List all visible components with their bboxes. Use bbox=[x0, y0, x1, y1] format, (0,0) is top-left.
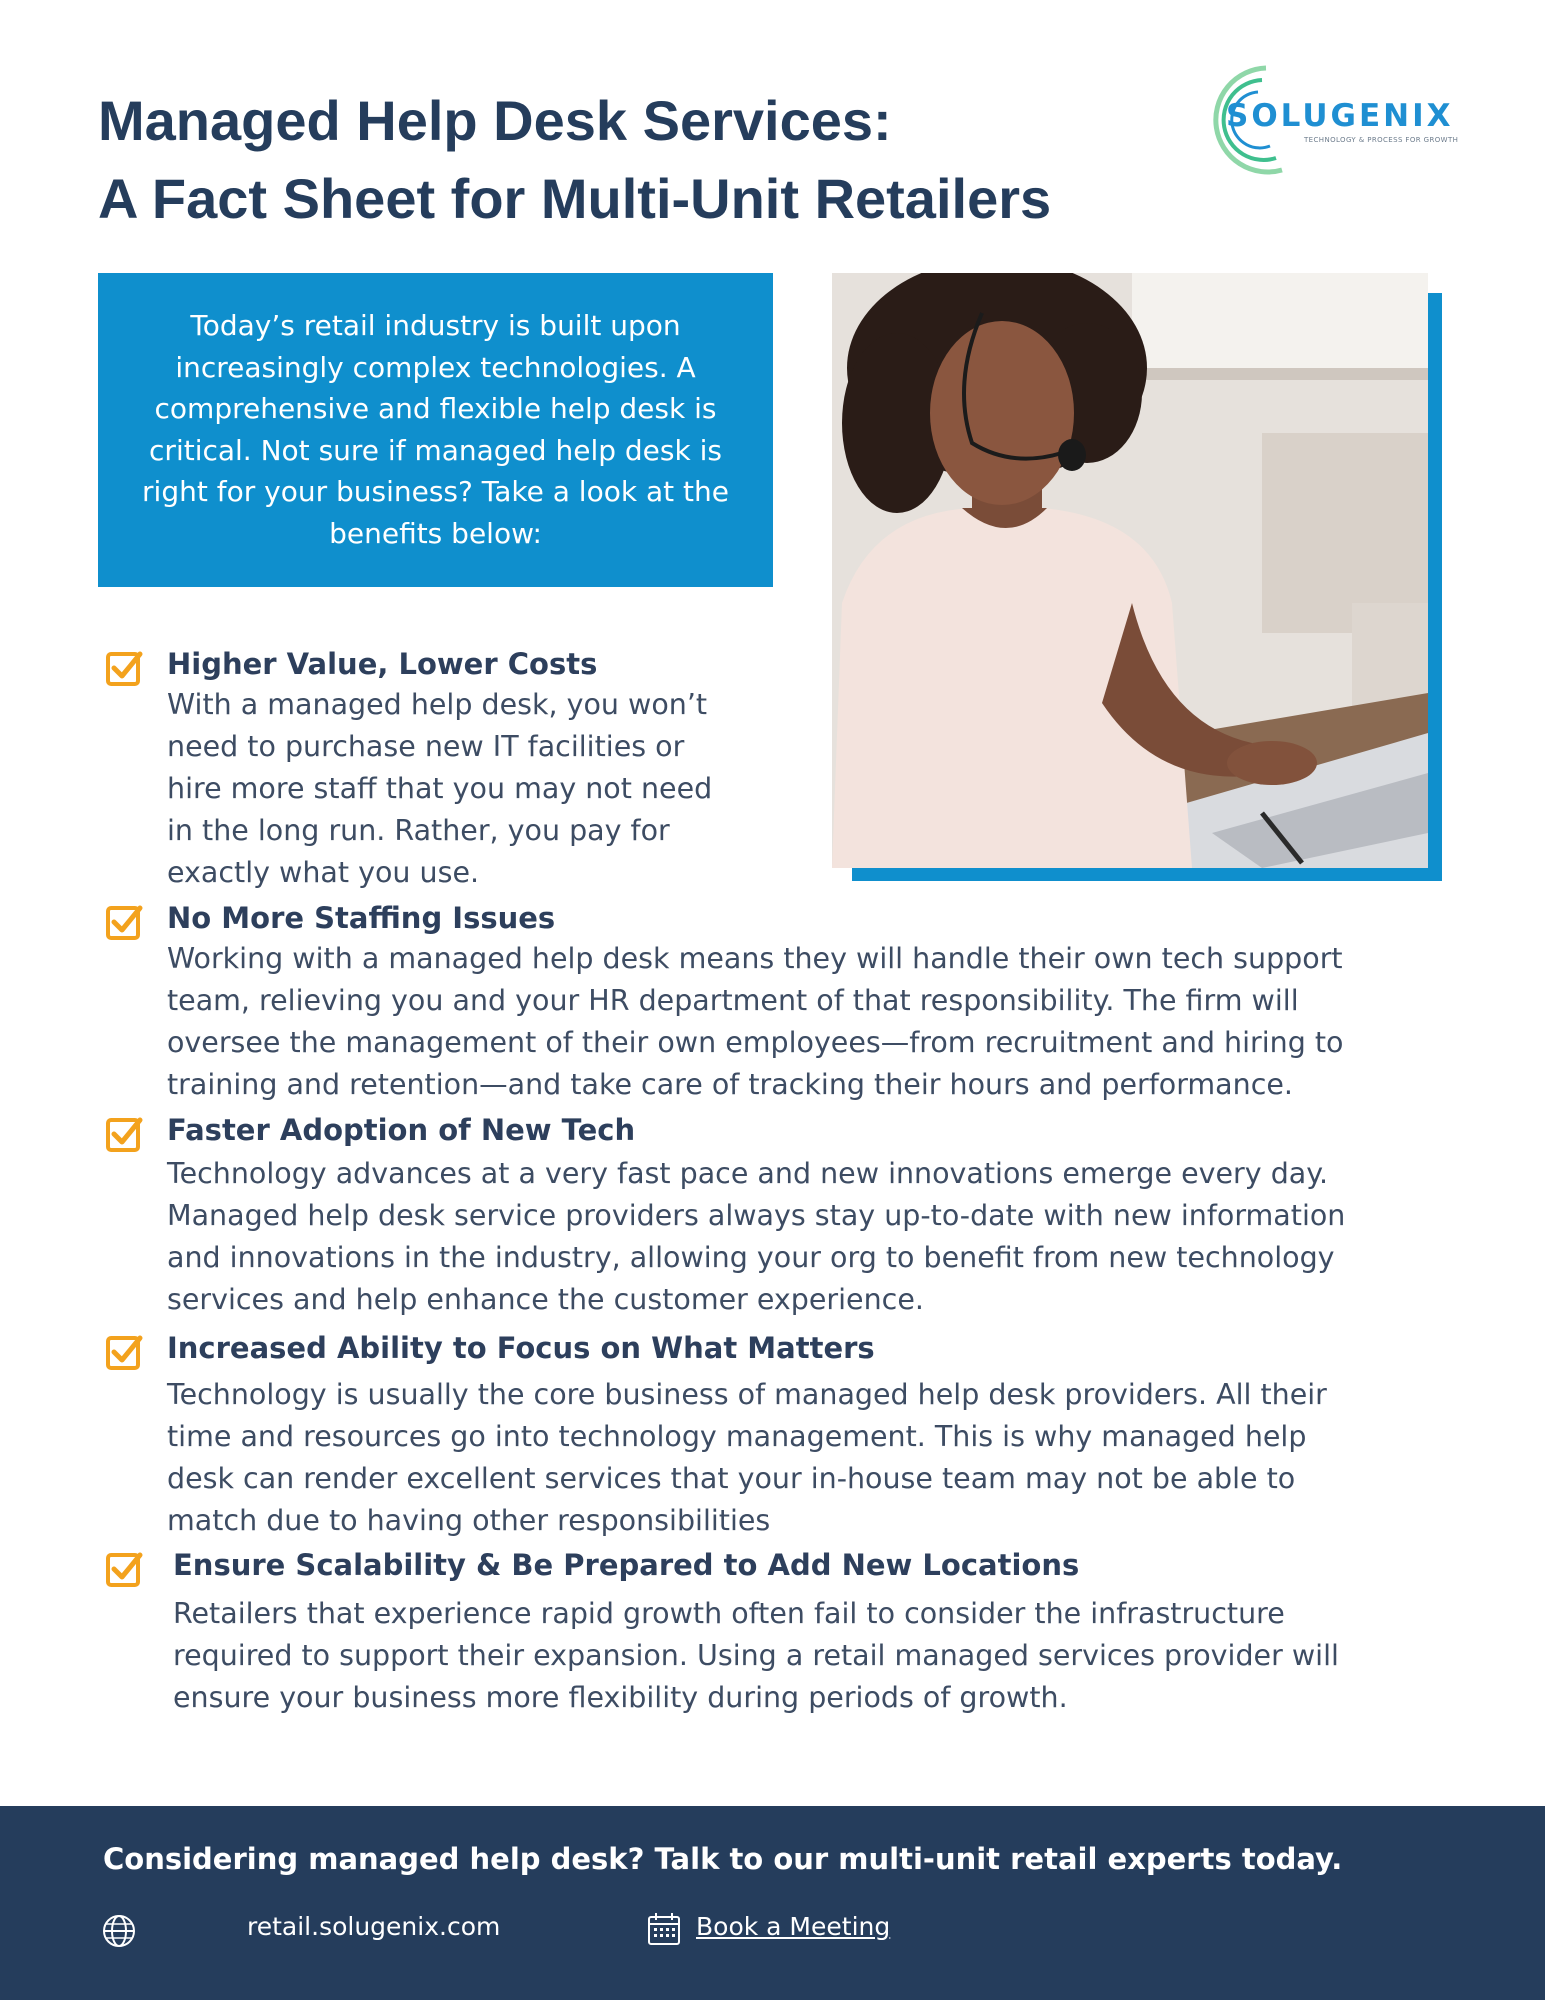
benefit-line: in the long run. Rather, you pay for bbox=[167, 814, 670, 847]
benefit-title: Faster Adoption of New Tech bbox=[167, 1113, 636, 1147]
benefit-body bbox=[167, 1374, 1327, 1542]
benefit-line: Working with a managed help desk means they will handle their own tech support bbox=[167, 942, 1343, 975]
checkbox-icon bbox=[104, 902, 144, 942]
checkbox-icon bbox=[104, 1114, 144, 1154]
benefit-line: required to support their expansion. Using a retail managed services provider will bbox=[173, 1639, 1339, 1672]
benefit-line: services and help enhance the customer experience. bbox=[167, 1283, 924, 1316]
benefit-line: match due to having other responsibilities bbox=[167, 1504, 771, 1537]
intro-line: right for your business? Take a look at the bbox=[142, 475, 729, 508]
title-line-1: Managed Help Desk Services: bbox=[98, 89, 892, 152]
benefit-line: Technology is usually the core business of managed help desk providers. All their bbox=[167, 1378, 1327, 1411]
benefit-line: exactly what you use. bbox=[167, 856, 480, 889]
website-link[interactable]: retail.solugenix.com bbox=[247, 1912, 501, 1941]
benefit-line: oversee the management of their own employees—from recruitment and hiring to bbox=[167, 1026, 1344, 1059]
solugenix-logo[interactable] bbox=[1196, 58, 1496, 178]
intro-box bbox=[98, 273, 773, 587]
title-line-2: A Fact Sheet for Multi-Unit Retailers bbox=[98, 167, 1052, 230]
intro-line: Today’s retail industry is built upon bbox=[190, 309, 681, 342]
intro-line: increasingly complex technologies. A bbox=[175, 350, 696, 384]
checkbox-icon bbox=[104, 648, 144, 688]
footer-banner bbox=[0, 1806, 1545, 2000]
benefit-line: With a managed help desk, you won’t bbox=[167, 688, 708, 721]
logo-tagline: TECHNOLOGY & PROCESS FOR GROWTH bbox=[1304, 136, 1459, 144]
benefit-line: team, relieving you and your HR department of that responsibility. The firm will bbox=[167, 984, 1299, 1017]
book-meeting-link[interactable]: Book a Meeting bbox=[696, 1912, 891, 1941]
intro-line: benefits below: bbox=[329, 516, 542, 550]
benefit-line: Managed help desk service providers always stay up-to-date with new information bbox=[167, 1199, 1346, 1232]
benefit-title: Ensure Scalability & Be Prepared to Add New Locations bbox=[173, 1548, 1080, 1582]
intro-line: comprehensive and flexible help desk is bbox=[154, 392, 717, 425]
benefit-line: and innovations in the industry, allowing your org to benefit from new technology bbox=[167, 1241, 1335, 1274]
benefit-line: Technology advances at a very fast pace and new innovations emerge every day. bbox=[167, 1157, 1329, 1190]
checkbox-icon bbox=[104, 1549, 144, 1589]
globe-icon bbox=[101, 1913, 137, 1949]
benefit-line: training and retention—and take care of tracking their hours and performance. bbox=[167, 1068, 1293, 1101]
benefit-line: time and resources go into technology management. This is why managed help bbox=[167, 1420, 1307, 1453]
checkbox-icon bbox=[104, 1332, 144, 1372]
benefit-title: Increased Ability to Focus on What Matters bbox=[167, 1331, 875, 1365]
footer-cta: Considering managed help desk? Talk to our multi-unit retail experts today. bbox=[103, 1842, 1343, 1876]
benefit-line: Retailers that experience rapid growth often fail to consider the infrastructure bbox=[173, 1597, 1285, 1630]
benefit-body bbox=[167, 1153, 1345, 1321]
benefit-line: hire more staff that you may not need bbox=[167, 772, 713, 805]
benefit-title: No More Staffing Issues bbox=[167, 901, 556, 935]
help-desk-agent-photo bbox=[832, 273, 1428, 868]
intro-line: critical. Not sure if managed help desk is bbox=[149, 433, 722, 467]
benefit-body bbox=[167, 938, 1344, 1106]
logo-wordmark: SOLUGENIX bbox=[1226, 98, 1454, 134]
benefit-title: Higher Value, Lower Costs bbox=[167, 647, 598, 681]
benefit-line: need to purchase new IT facilities or bbox=[167, 730, 685, 763]
benefit-line: desk can render excellent services that your in-house team may not be able to bbox=[167, 1462, 1296, 1495]
calendar-icon bbox=[647, 1912, 681, 1946]
page-title bbox=[98, 82, 1148, 238]
benefit-body bbox=[173, 1593, 1339, 1719]
benefit-body bbox=[167, 684, 712, 894]
benefit-line: ensure your business more flexibility during periods of growth. bbox=[173, 1681, 1068, 1714]
